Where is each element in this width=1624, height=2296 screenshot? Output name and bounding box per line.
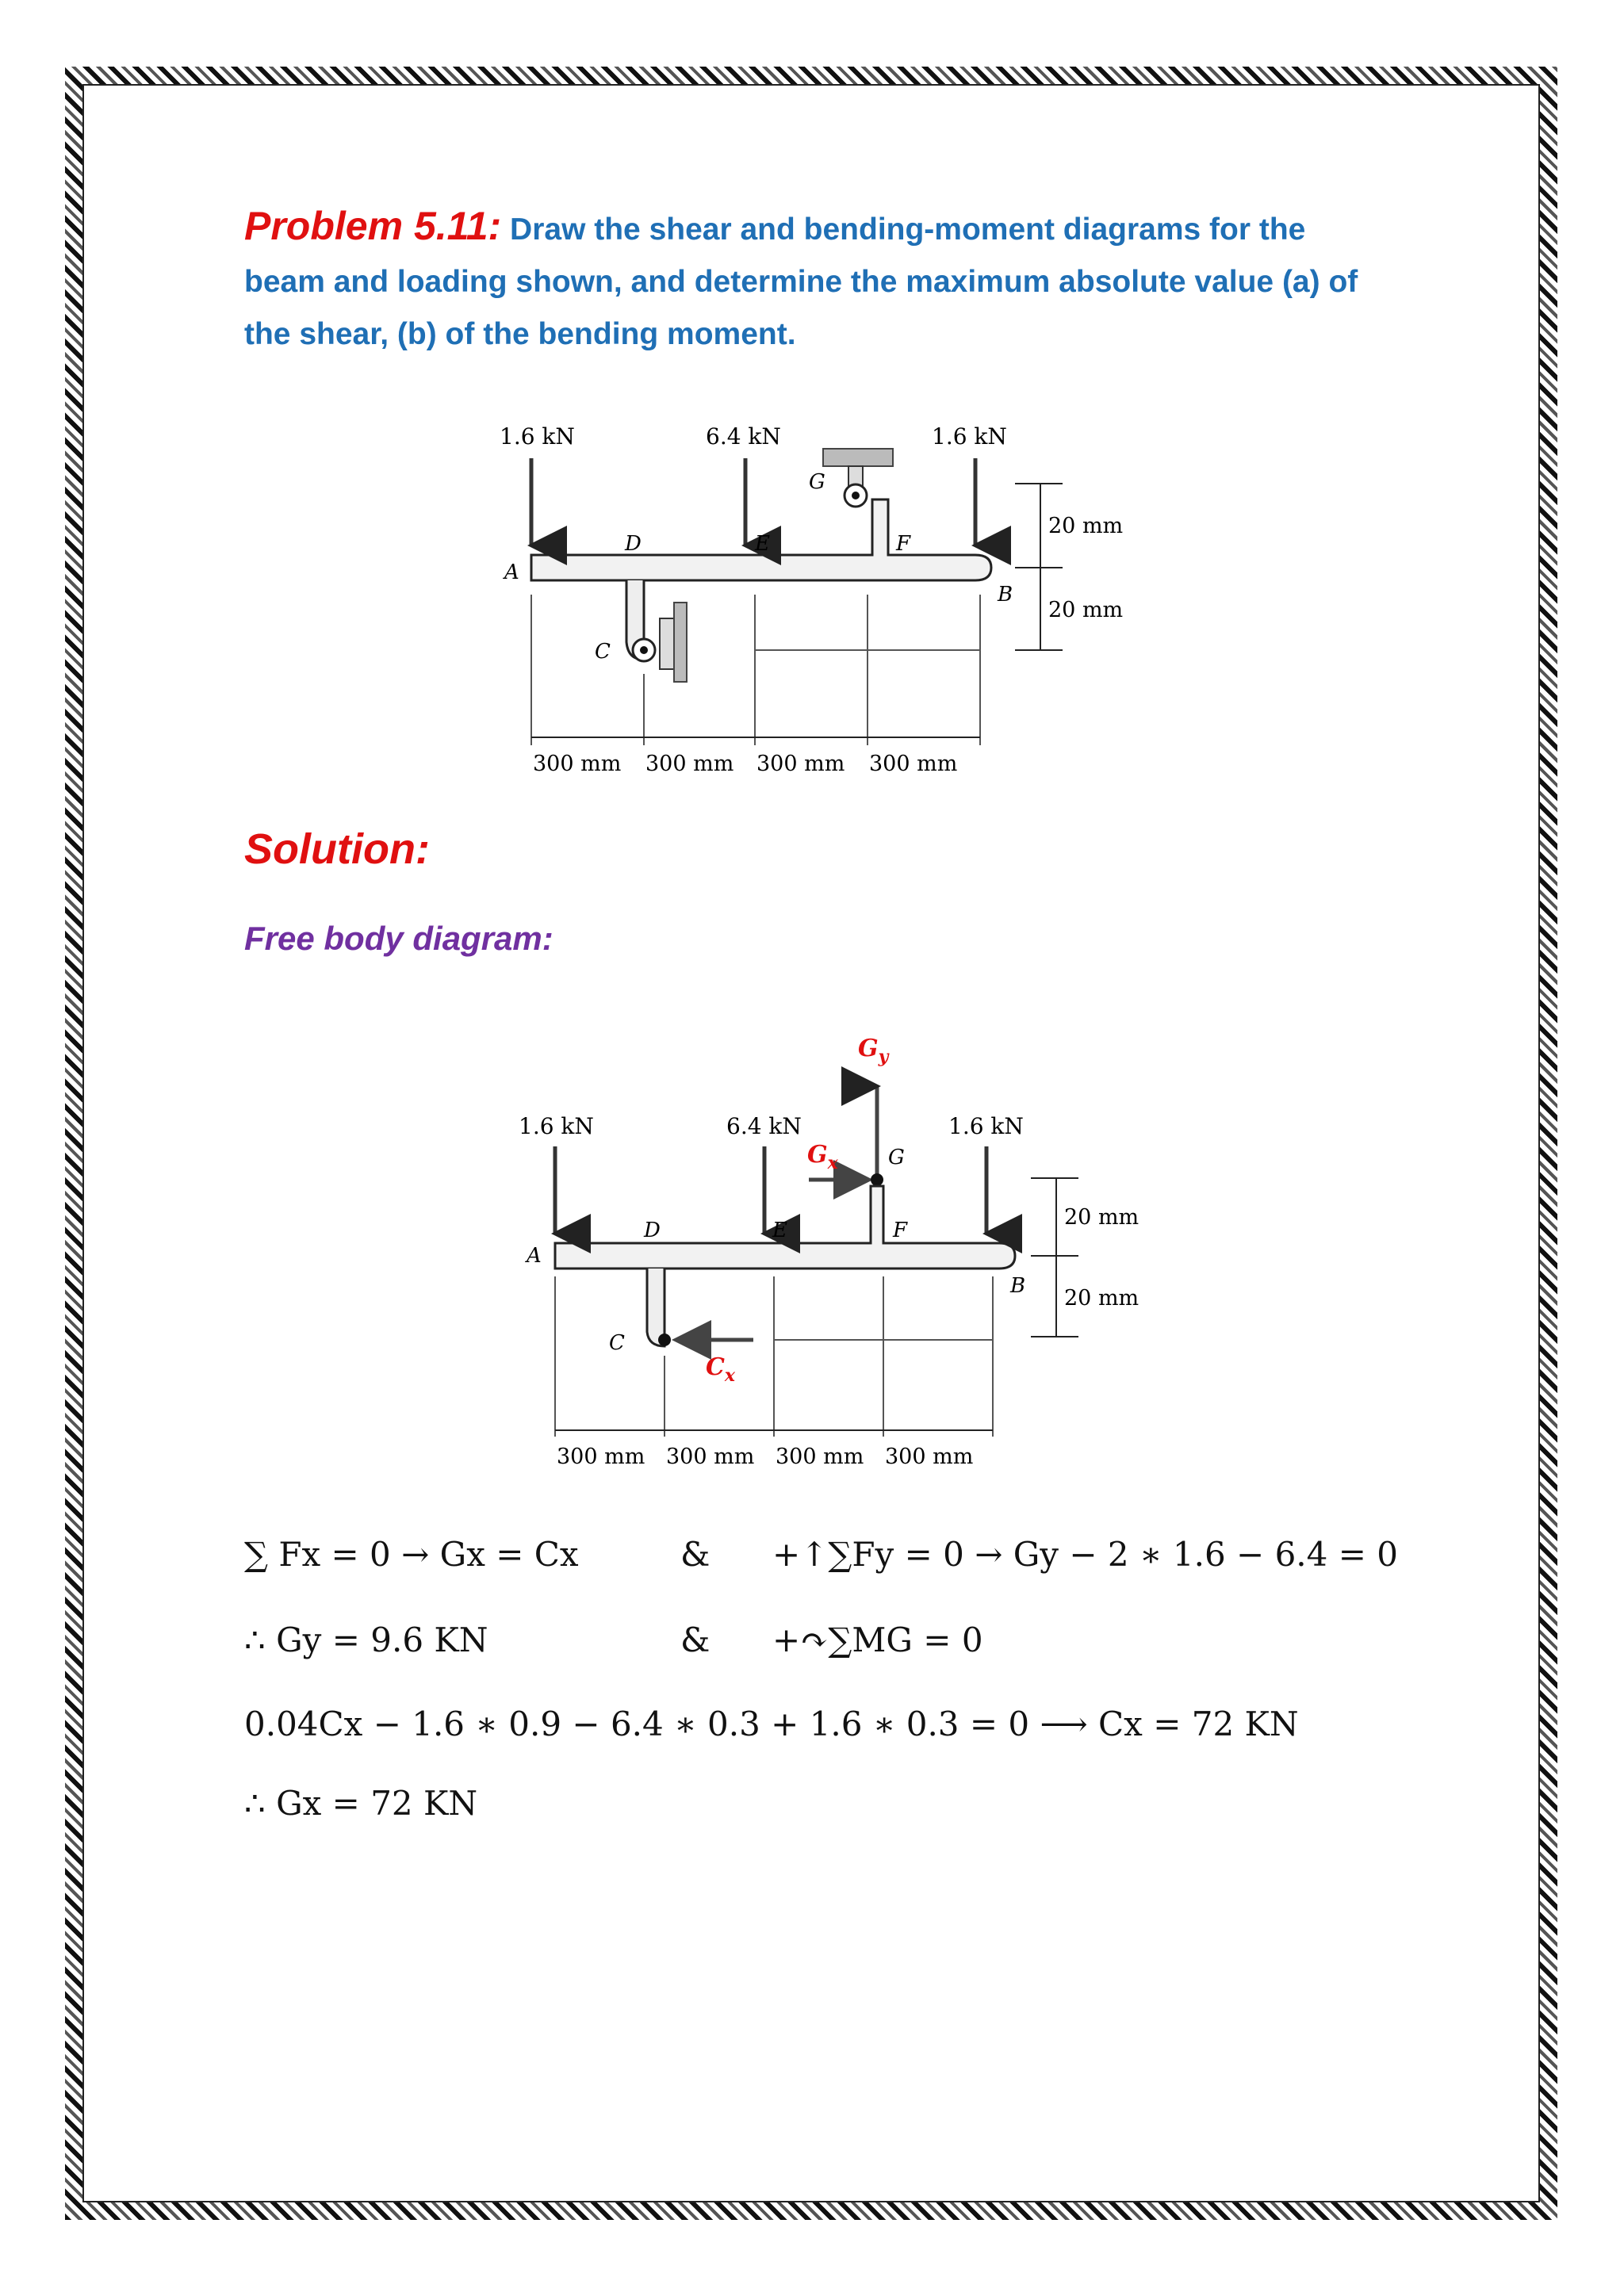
fbd-figure — [492, 1023, 1205, 1483]
load-label-2: 6.4 kN — [726, 1113, 802, 1139]
point-b: B — [998, 583, 1013, 607]
point-a: A — [527, 1244, 542, 1268]
force-gx-label: $G_x$ — [807, 1141, 838, 1173]
point-e: E — [772, 1219, 787, 1242]
span-4: 300 mm — [885, 1445, 974, 1469]
equation-sum-fx: ∑ Fx = 0 → Gx = Cx — [244, 1535, 579, 1574]
load-label-2: 6.4 kN — [706, 423, 781, 450]
equation-gy-result: ∴ Gy = 9.6 KN — [244, 1621, 488, 1659]
support-g-wall — [823, 449, 893, 466]
equation-amp-2: & — [680, 1621, 710, 1659]
equation-moment: 0.04Cx − 1.6 ∗ 0.9 − 6.4 ∗ 0.3 + 1.6 ∗ 0.3 = 0 ⟶ Cx = 72 KN — [244, 1705, 1299, 1743]
point-e: E — [755, 532, 770, 556]
force-gy-label: $G_y$ — [858, 1035, 889, 1067]
load-label-1: 1.6 kN — [500, 423, 575, 450]
beam-figure — [476, 412, 1189, 793]
problem-text: Draw the shear and bending-moment diagrams for the beam and loading shown, and determine the maximum absolute value (a) of the shear, (b) of the bending moment. — [244, 212, 1358, 351]
point-g: G — [809, 470, 825, 494]
point-f: F — [896, 532, 911, 556]
pin-g — [871, 1173, 883, 1186]
equation-sum-fy: +↑∑Fy = 0 → Gy − 2 ∗ 1.6 − 6.4 = 0 — [772, 1535, 1398, 1574]
force-cx-label: $C_x$ — [706, 1353, 736, 1386]
span-1: 300 mm — [557, 1445, 645, 1469]
point-d: D — [625, 532, 642, 556]
point-c: C — [609, 1331, 625, 1355]
span-2: 300 mm — [666, 1445, 755, 1469]
span-1: 300 mm — [533, 752, 622, 776]
height-1: 20 mm — [1064, 1205, 1139, 1230]
point-d: D — [644, 1219, 661, 1242]
problem-statement — [244, 200, 1394, 361]
point-g: G — [888, 1146, 905, 1169]
equation-sum-mg: +↷∑MG = 0 — [772, 1621, 983, 1659]
solution-heading: Solution: — [244, 825, 430, 873]
span-3: 300 mm — [776, 1445, 864, 1469]
problem-label: Problem 5.11: — [244, 204, 502, 248]
load-label-1: 1.6 kN — [519, 1113, 594, 1139]
point-f: F — [893, 1219, 908, 1242]
span-3: 300 mm — [756, 752, 845, 776]
point-c: C — [595, 640, 611, 664]
pin-c — [658, 1334, 671, 1346]
span-2: 300 mm — [645, 752, 734, 776]
equation-gx-result: ∴ Gx = 72 KN — [244, 1784, 478, 1823]
point-a: A — [504, 561, 519, 584]
fbd-heading: Free body diagram: — [244, 920, 553, 957]
load-label-3: 1.6 kN — [948, 1113, 1024, 1139]
span-4: 300 mm — [869, 752, 958, 776]
point-b: B — [1010, 1274, 1026, 1298]
height-2: 20 mm — [1064, 1286, 1139, 1311]
load-label-3: 1.6 kN — [932, 423, 1007, 450]
equation-amp-1: & — [680, 1535, 710, 1574]
height-2: 20 mm — [1048, 598, 1124, 622]
height-1: 20 mm — [1048, 514, 1124, 538]
